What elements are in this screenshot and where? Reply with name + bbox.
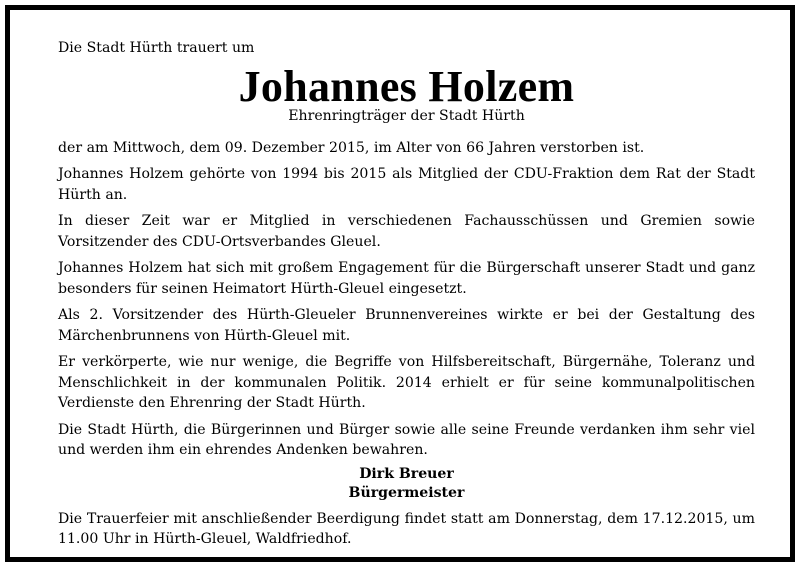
signatory-title: Bürgermeister xyxy=(348,484,465,501)
paragraph-gratitude: Die Stadt Hürth, die Bürgerinnen und Bürger sowie alle seine Freunde verdanken ihm sehr viel und werden ihm ein ehrendes Andenken bewahren. xyxy=(58,421,755,458)
honor-title: Ehrenringträger der Stadt Hürth xyxy=(288,107,525,124)
paragraph-death-date: der am Mittwoch, dem 09. Dezember 2015, im Alter von 66 Jahren verstorben ist. xyxy=(58,139,645,156)
paragraph-council-membership: Johannes Holzem gehörte von 1994 bis 2015 als Mitglied der CDU-Fraktion dem Rat der Stadt Hürth an. xyxy=(58,166,755,203)
obituary-content xyxy=(58,38,755,550)
paragraph-engagement: Johannes Holzem hat sich mit großem Engagement für die Bürgerschaft unserer Stadt und ganz besonders für seinen Heimatort Hürth-Gleuel eingesetzt. xyxy=(58,260,755,297)
paragraph-values: Er verkörperte, wie nur wenige, die Begriffe von Hilfsbereitschaft, Bürgernähe, Toleranz und Menschlichkeit in der kommunalen Politik. 2014 erhielt er für seine kommunalpolitischen Verdienste den Ehrenring der Stadt Hürth. xyxy=(58,354,755,411)
signatory-name: Dirk Breuer xyxy=(359,465,454,482)
obituary-frame xyxy=(5,5,795,562)
funeral-details: Die Trauerfeier mit anschließender Beerdigung findet statt am Donnerstag, dem 17.12.2015, um 11.00 Uhr in Hürth-Gleuel, Waldfriedhof. xyxy=(58,510,755,547)
paragraph-fountain-association: Als 2. Vorsitzender des Hürth-Gleueler Brunnenvereines wirkte er bei der Gestaltung des Märchenbrunnens von Hürth-Gleuel mit. xyxy=(58,307,755,344)
intro-line: Die Stadt Hürth trauert um xyxy=(58,40,255,56)
paragraph-committees: In dieser Zeit war er Mitglied in verschiedenen Fachausschüssen und Gremien sowie Vorsitzender des CDU-Ortsverbandes Gleuel. xyxy=(58,213,755,250)
deceased-name: Johannes Holzem xyxy=(238,61,575,111)
